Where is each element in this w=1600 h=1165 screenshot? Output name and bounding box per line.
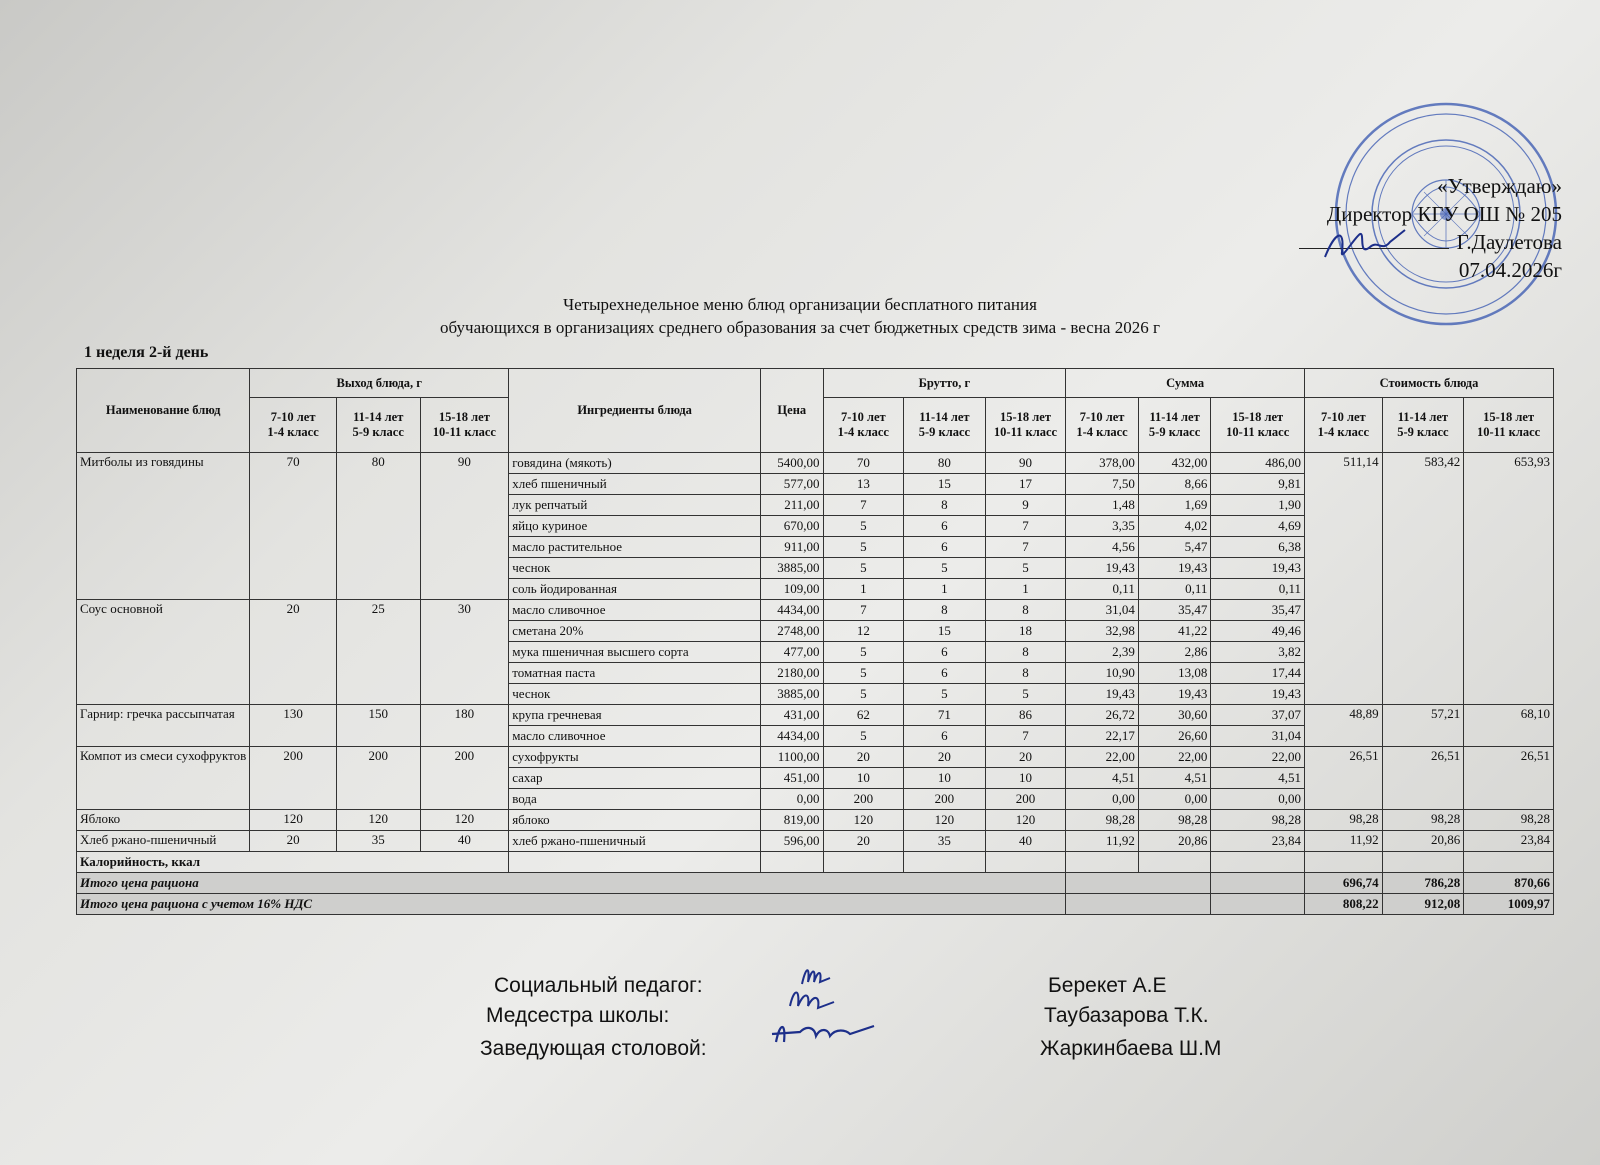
- ingredient-cell: яблоко: [509, 810, 761, 831]
- sum-15-18-cell: 49,46: [1211, 621, 1305, 642]
- director-signature: [1320, 222, 1410, 267]
- header-output: Выход блюда, г: [250, 369, 509, 398]
- sum-11-14-cell: 19,43: [1138, 558, 1211, 579]
- sum-15-18-cell: 486,00: [1211, 453, 1305, 474]
- cost-age-header-1: [1305, 398, 1383, 453]
- price-cell: 431,00: [761, 705, 823, 726]
- sum-7-10-cell: 98,28: [1066, 810, 1139, 831]
- table-row: [77, 747, 1554, 768]
- brutto-15-18-cell: 5: [985, 558, 1066, 579]
- table-row: [77, 453, 1554, 474]
- output-15-18-cell: 180: [420, 705, 509, 747]
- sum-15-18-cell: 4,51: [1211, 768, 1305, 789]
- brutto-15-18-cell: 120: [985, 810, 1066, 831]
- brutto-7-10-cell: 200: [823, 789, 904, 810]
- sum-11-14-cell: 432,00: [1138, 453, 1211, 474]
- sum-15-18-cell: 9,81: [1211, 474, 1305, 495]
- price-cell: 4434,00: [761, 600, 823, 621]
- cost-11-14-cell: 583,42: [1382, 453, 1464, 705]
- sum-7-10-cell: 7,50: [1066, 474, 1139, 495]
- total-vat-row-11-14: 912,08: [1382, 894, 1464, 915]
- sum-15-18-cell: 1,90: [1211, 495, 1305, 516]
- class-range: 5-9 класс: [1397, 425, 1449, 439]
- price-cell: 5400,00: [761, 453, 823, 474]
- brutto-age-header-2: [904, 398, 986, 453]
- cost-15-18-cell: 68,10: [1464, 705, 1554, 747]
- sum-7-10-cell: 11,92: [1066, 831, 1139, 852]
- sum-11-14-cell: 19,43: [1138, 684, 1211, 705]
- sum-age-header-2: [1138, 398, 1211, 453]
- empty-cell: [1211, 894, 1305, 915]
- age-range: 7-10 лет: [1320, 410, 1366, 424]
- brutto-15-18-cell: 86: [985, 705, 1066, 726]
- brutto-11-14-cell: 8: [904, 600, 986, 621]
- price-cell: 109,00: [761, 579, 823, 600]
- sum-age-header-3: [1211, 398, 1305, 453]
- brutto-7-10-cell: 5: [823, 726, 904, 747]
- brutto-7-10-cell: 70: [823, 453, 904, 474]
- brutto-15-18-cell: 8: [985, 663, 1066, 684]
- price-cell: 211,00: [761, 495, 823, 516]
- sum-11-14-cell: 1,69: [1138, 495, 1211, 516]
- sum-15-18-cell: 19,43: [1211, 684, 1305, 705]
- class-range: 10-11 класс: [1477, 425, 1541, 439]
- sum-7-10-cell: 0,00: [1066, 789, 1139, 810]
- brutto-7-10-cell: 13: [823, 474, 904, 495]
- output-11-14-cell: 25: [336, 600, 420, 705]
- price-cell: 477,00: [761, 642, 823, 663]
- ingredient-cell: хлеб пшеничный: [509, 474, 761, 495]
- sum-7-10-cell: 19,43: [1066, 558, 1139, 579]
- class-range: 1-4 класс: [1317, 425, 1369, 439]
- age-range: 7-10 лет: [1079, 410, 1125, 424]
- approval-name: Г.Даулетова: [1456, 230, 1562, 254]
- sum-15-18-cell: 35,47: [1211, 600, 1305, 621]
- sum-11-14-cell: 0,11: [1138, 579, 1211, 600]
- ingredient-cell: говядина (мякоть): [509, 453, 761, 474]
- brutto-11-14-cell: 80: [904, 453, 986, 474]
- output-15-18-cell: 120: [420, 810, 509, 831]
- sum-15-18-cell: 17,44: [1211, 663, 1305, 684]
- dish-name-cell: Компот из смеси сухофруктов: [77, 747, 250, 810]
- document-title-line1: Четырехнедельное меню блюд организации бесплатного питания: [563, 295, 1037, 314]
- sum-15-18-cell: 98,28: [1211, 810, 1305, 831]
- brutto-15-18-cell: 1: [985, 579, 1066, 600]
- empty-cell: [1066, 852, 1139, 873]
- dish-name-cell: Гарнир: гречка рассыпчатая: [77, 705, 250, 747]
- output-age-header-3: [420, 398, 509, 453]
- dish-name-cell: Хлеб ржано-пшеничный: [77, 831, 250, 852]
- brutto-11-14-cell: 1: [904, 579, 986, 600]
- header-brutto: Брутто, г: [823, 369, 1066, 398]
- brutto-15-18-cell: 90: [985, 453, 1066, 474]
- output-7-10-cell: 20: [250, 600, 337, 705]
- sum-7-10-cell: 32,98: [1066, 621, 1139, 642]
- sum-15-18-cell: 23,84: [1211, 831, 1305, 852]
- brutto-7-10-cell: 5: [823, 684, 904, 705]
- name-canteen-head: Жаркинбаева Ш.М: [1040, 1037, 1222, 1060]
- brutto-11-14-cell: 15: [904, 474, 986, 495]
- handwritten-signatures: [770, 962, 880, 1062]
- ingredient-cell: лук репчатый: [509, 495, 761, 516]
- table-row: [77, 831, 1554, 852]
- kcal-label: Калорийность, ккал: [77, 852, 509, 873]
- brutto-15-18-cell: 7: [985, 537, 1066, 558]
- brutto-15-18-cell: 7: [985, 516, 1066, 537]
- brutto-7-10-cell: 7: [823, 495, 904, 516]
- price-cell: 451,00: [761, 768, 823, 789]
- age-range: 7-10 лет: [270, 410, 316, 424]
- empty-cell: [1066, 873, 1211, 894]
- total-price-row-7-10: 696,74: [1305, 873, 1383, 894]
- output-age-header-2: [336, 398, 420, 453]
- brutto-7-10-cell: 5: [823, 558, 904, 579]
- cost-11-14-cell: 57,21: [1382, 705, 1464, 747]
- sum-11-14-cell: 26,60: [1138, 726, 1211, 747]
- output-age-header-1: [250, 398, 337, 453]
- age-range: 15-18 лет: [438, 410, 490, 424]
- brutto-15-18-cell: 7: [985, 726, 1066, 747]
- brutto-11-14-cell: 6: [904, 663, 986, 684]
- brutto-11-14-cell: 5: [904, 558, 986, 579]
- price-cell: 3885,00: [761, 558, 823, 579]
- output-7-10-cell: 70: [250, 453, 337, 600]
- ingredient-cell: сухофрукты: [509, 747, 761, 768]
- cost-7-10-cell: 48,89: [1305, 705, 1383, 747]
- brutto-15-18-cell: 10: [985, 768, 1066, 789]
- sum-7-10-cell: 22,00: [1066, 747, 1139, 768]
- brutto-7-10-cell: 10: [823, 768, 904, 789]
- ingredient-cell: мука пшеничная высшего сорта: [509, 642, 761, 663]
- total-vat-row-label: Итого цена рациона с учетом 16% НДС: [77, 894, 1066, 915]
- cost-11-14-cell: 20,86: [1382, 831, 1464, 852]
- brutto-15-18-cell: 40: [985, 831, 1066, 852]
- sum-15-18-cell: 37,07: [1211, 705, 1305, 726]
- total-vat-row-7-10: 808,22: [1305, 894, 1383, 915]
- class-range: 1-4 класс: [837, 425, 889, 439]
- brutto-11-14-cell: 6: [904, 516, 986, 537]
- cost-15-18-cell: 653,93: [1464, 453, 1554, 705]
- header-price: Цена: [761, 369, 823, 453]
- sum-11-14-cell: 22,00: [1138, 747, 1211, 768]
- cost-11-14-cell: 26,51: [1382, 747, 1464, 810]
- week-day-label: 1 неделя 2-й день: [84, 344, 209, 361]
- sum-7-10-cell: 3,35: [1066, 516, 1139, 537]
- brutto-7-10-cell: 5: [823, 642, 904, 663]
- age-range: 15-18 лет: [1232, 410, 1284, 424]
- brutto-15-18-cell: 8: [985, 642, 1066, 663]
- cost-age-header-3: [1464, 398, 1554, 453]
- age-range: 11-14 лет: [353, 410, 404, 424]
- age-range: 11-14 лет: [1397, 410, 1449, 424]
- name-nurse: Таубазарова Т.К.: [1044, 1004, 1209, 1027]
- sum-7-10-cell: 22,17: [1066, 726, 1139, 747]
- brutto-11-14-cell: 200: [904, 789, 986, 810]
- header-ingredients: Ингредиенты блюда: [509, 369, 761, 453]
- ingredient-cell: чеснок: [509, 558, 761, 579]
- class-range: 10-11 класс: [993, 425, 1058, 439]
- price-cell: 819,00: [761, 810, 823, 831]
- sum-11-14-cell: 35,47: [1138, 600, 1211, 621]
- sum-11-14-cell: 20,86: [1138, 831, 1211, 852]
- table-row: [77, 810, 1554, 831]
- output-11-14-cell: 150: [336, 705, 420, 747]
- ingredient-cell: масло сливочное: [509, 600, 761, 621]
- total-price-row: [77, 873, 1554, 894]
- ingredient-cell: крупа гречневая: [509, 705, 761, 726]
- empty-cell: [1382, 852, 1464, 873]
- brutto-15-18-cell: 200: [985, 789, 1066, 810]
- total-price-row-11-14: 786,28: [1382, 873, 1464, 894]
- output-11-14-cell: 200: [336, 747, 420, 810]
- brutto-7-10-cell: 20: [823, 831, 904, 852]
- brutto-11-14-cell: 10: [904, 768, 986, 789]
- header-sum: Сумма: [1066, 369, 1305, 398]
- cost-15-18-cell: 98,28: [1464, 810, 1554, 831]
- sum-11-14-cell: 41,22: [1138, 621, 1211, 642]
- class-range: 5-9 класс: [1148, 425, 1201, 439]
- sum-11-14-cell: 4,02: [1138, 516, 1211, 537]
- sum-7-10-cell: 26,72: [1066, 705, 1139, 726]
- class-range: 1-4 класс: [267, 425, 319, 439]
- ingredient-cell: масло сливочное: [509, 726, 761, 747]
- class-range: 10-11 класс: [432, 425, 496, 439]
- total-vat-row: [77, 894, 1554, 915]
- brutto-15-18-cell: 9: [985, 495, 1066, 516]
- brutto-11-14-cell: 6: [904, 726, 986, 747]
- output-11-14-cell: 35: [336, 831, 420, 852]
- dish-name-cell: Яблоко: [77, 810, 250, 831]
- brutto-11-14-cell: 71: [904, 705, 986, 726]
- brutto-7-10-cell: 12: [823, 621, 904, 642]
- sum-7-10-cell: 0,11: [1066, 579, 1139, 600]
- role-nurse: Медсестра школы:: [486, 1004, 670, 1027]
- brutto-15-18-cell: 5: [985, 684, 1066, 705]
- empty-cell: [761, 852, 823, 873]
- approval-heading: «Утверждаю»: [1437, 174, 1562, 198]
- cost-7-10-cell: 98,28: [1305, 810, 1383, 831]
- sum-7-10-cell: 10,90: [1066, 663, 1139, 684]
- table-row: [77, 705, 1554, 726]
- output-15-18-cell: 200: [420, 747, 509, 810]
- sum-11-14-cell: 4,51: [1138, 768, 1211, 789]
- class-range: 5-9 класс: [352, 425, 404, 439]
- dish-name-cell: Соус основной: [77, 600, 250, 705]
- brutto-7-10-cell: 20: [823, 747, 904, 768]
- output-11-14-cell: 80: [336, 453, 420, 600]
- sum-15-18-cell: 6,38: [1211, 537, 1305, 558]
- empty-cell: [1211, 852, 1305, 873]
- ingredient-cell: соль йодированная: [509, 579, 761, 600]
- price-cell: 596,00: [761, 831, 823, 852]
- sum-15-18-cell: 22,00: [1211, 747, 1305, 768]
- sum-11-14-cell: 98,28: [1138, 810, 1211, 831]
- cost-15-18-cell: 23,84: [1464, 831, 1554, 852]
- sum-age-header-1: [1066, 398, 1139, 453]
- brutto-11-14-cell: 6: [904, 642, 986, 663]
- output-7-10-cell: 120: [250, 810, 337, 831]
- output-15-18-cell: 30: [420, 600, 509, 705]
- ingredient-cell: чеснок: [509, 684, 761, 705]
- total-price-row-15-18: 870,66: [1464, 873, 1554, 894]
- age-range: 7-10 лет: [840, 410, 886, 424]
- name-social-pedagog: Берекет А.Е: [1048, 974, 1167, 997]
- ingredient-cell: хлеб ржано-пшеничный: [509, 831, 761, 852]
- sum-11-14-cell: 30,60: [1138, 705, 1211, 726]
- sum-7-10-cell: 31,04: [1066, 600, 1139, 621]
- brutto-11-14-cell: 120: [904, 810, 986, 831]
- empty-cell: [1138, 852, 1211, 873]
- price-cell: 2748,00: [761, 621, 823, 642]
- cost-11-14-cell: 98,28: [1382, 810, 1464, 831]
- empty-cell: [1305, 852, 1383, 873]
- price-cell: 577,00: [761, 474, 823, 495]
- age-range: 11-14 лет: [1149, 410, 1200, 424]
- ingredient-cell: томатная паста: [509, 663, 761, 684]
- cost-7-10-cell: 11,92: [1305, 831, 1383, 852]
- sum-15-18-cell: 0,00: [1211, 789, 1305, 810]
- empty-cell: [1066, 894, 1211, 915]
- brutto-11-14-cell: 15: [904, 621, 986, 642]
- brutto-7-10-cell: 7: [823, 600, 904, 621]
- total-vat-row-15-18: 1009,97: [1464, 894, 1554, 915]
- ingredient-cell: масло растительное: [509, 537, 761, 558]
- class-range: 1-4 класс: [1076, 425, 1128, 439]
- ingredient-cell: вода: [509, 789, 761, 810]
- age-range: 15-18 лет: [1483, 410, 1535, 424]
- kcal-row: [77, 852, 1554, 873]
- brutto-11-14-cell: 35: [904, 831, 986, 852]
- empty-cell: [1211, 873, 1305, 894]
- output-15-18-cell: 90: [420, 453, 509, 600]
- cost-15-18-cell: 26,51: [1464, 747, 1554, 810]
- total-price-row-label: Итого цена рациона: [77, 873, 1066, 894]
- sum-11-14-cell: 13,08: [1138, 663, 1211, 684]
- ingredient-cell: сметана 20%: [509, 621, 761, 642]
- ingredient-cell: яйцо куриное: [509, 516, 761, 537]
- empty-cell: [509, 852, 761, 873]
- price-cell: 4434,00: [761, 726, 823, 747]
- brutto-7-10-cell: 1: [823, 579, 904, 600]
- sum-15-18-cell: 0,11: [1211, 579, 1305, 600]
- sum-7-10-cell: 4,51: [1066, 768, 1139, 789]
- approval-director: Директор КГУ ОШ № 205: [1326, 202, 1562, 226]
- price-cell: 670,00: [761, 516, 823, 537]
- class-range: 10-11 класс: [1226, 425, 1290, 439]
- sum-11-14-cell: 2,86: [1138, 642, 1211, 663]
- document-title-line2: обучающихся в организациях среднего образования за счет бюджетных средств зима - весна 2026 г: [440, 318, 1160, 337]
- menu-table: [76, 368, 1554, 915]
- brutto-11-14-cell: 8: [904, 495, 986, 516]
- brutto-7-10-cell: 62: [823, 705, 904, 726]
- brutto-11-14-cell: 20: [904, 747, 986, 768]
- sum-11-14-cell: 0,00: [1138, 789, 1211, 810]
- sum-7-10-cell: 19,43: [1066, 684, 1139, 705]
- price-cell: 911,00: [761, 537, 823, 558]
- sum-15-18-cell: 3,82: [1211, 642, 1305, 663]
- empty-cell: [1464, 852, 1554, 873]
- brutto-11-14-cell: 6: [904, 537, 986, 558]
- brutto-age-header-3: [985, 398, 1066, 453]
- output-7-10-cell: 200: [250, 747, 337, 810]
- brutto-15-18-cell: 17: [985, 474, 1066, 495]
- price-cell: 1100,00: [761, 747, 823, 768]
- sum-7-10-cell: 4,56: [1066, 537, 1139, 558]
- output-7-10-cell: 130: [250, 705, 337, 747]
- price-cell: 0,00: [761, 789, 823, 810]
- brutto-7-10-cell: 120: [823, 810, 904, 831]
- approval-date: 07.04.2026г: [1458, 258, 1562, 282]
- brutto-11-14-cell: 5: [904, 684, 986, 705]
- sum-7-10-cell: 2,39: [1066, 642, 1139, 663]
- brutto-7-10-cell: 5: [823, 516, 904, 537]
- sum-7-10-cell: 378,00: [1066, 453, 1139, 474]
- header-dish: Наименование блюд: [77, 369, 250, 453]
- age-range: 15-18 лет: [1000, 410, 1051, 424]
- output-15-18-cell: 40: [420, 831, 509, 852]
- price-cell: 3885,00: [761, 684, 823, 705]
- sum-15-18-cell: 4,69: [1211, 516, 1305, 537]
- role-social-pedagog: Социальный педагог:: [494, 974, 703, 997]
- brutto-15-18-cell: 8: [985, 600, 1066, 621]
- sum-11-14-cell: 8,66: [1138, 474, 1211, 495]
- dish-name-cell: Митболы из говядины: [77, 453, 250, 600]
- class-range: 5-9 класс: [918, 425, 971, 439]
- brutto-7-10-cell: 5: [823, 663, 904, 684]
- sum-7-10-cell: 1,48: [1066, 495, 1139, 516]
- empty-cell: [904, 852, 986, 873]
- output-7-10-cell: 20: [250, 831, 337, 852]
- brutto-age-header-1: [823, 398, 904, 453]
- header-cost: Стоимость блюда: [1305, 369, 1554, 398]
- cost-7-10-cell: 26,51: [1305, 747, 1383, 810]
- brutto-15-18-cell: 20: [985, 747, 1066, 768]
- brutto-15-18-cell: 18: [985, 621, 1066, 642]
- cost-7-10-cell: 511,14: [1305, 453, 1383, 705]
- brutto-7-10-cell: 5: [823, 537, 904, 558]
- empty-cell: [823, 852, 904, 873]
- price-cell: 2180,00: [761, 663, 823, 684]
- sum-15-18-cell: 31,04: [1211, 726, 1305, 747]
- sum-15-18-cell: 19,43: [1211, 558, 1305, 579]
- empty-cell: [985, 852, 1066, 873]
- ingredient-cell: сахар: [509, 768, 761, 789]
- sum-11-14-cell: 5,47: [1138, 537, 1211, 558]
- age-range: 11-14 лет: [919, 410, 970, 424]
- output-11-14-cell: 120: [336, 810, 420, 831]
- cost-age-header-2: [1382, 398, 1464, 453]
- role-canteen-head: Заведующая столовой:: [480, 1037, 707, 1060]
